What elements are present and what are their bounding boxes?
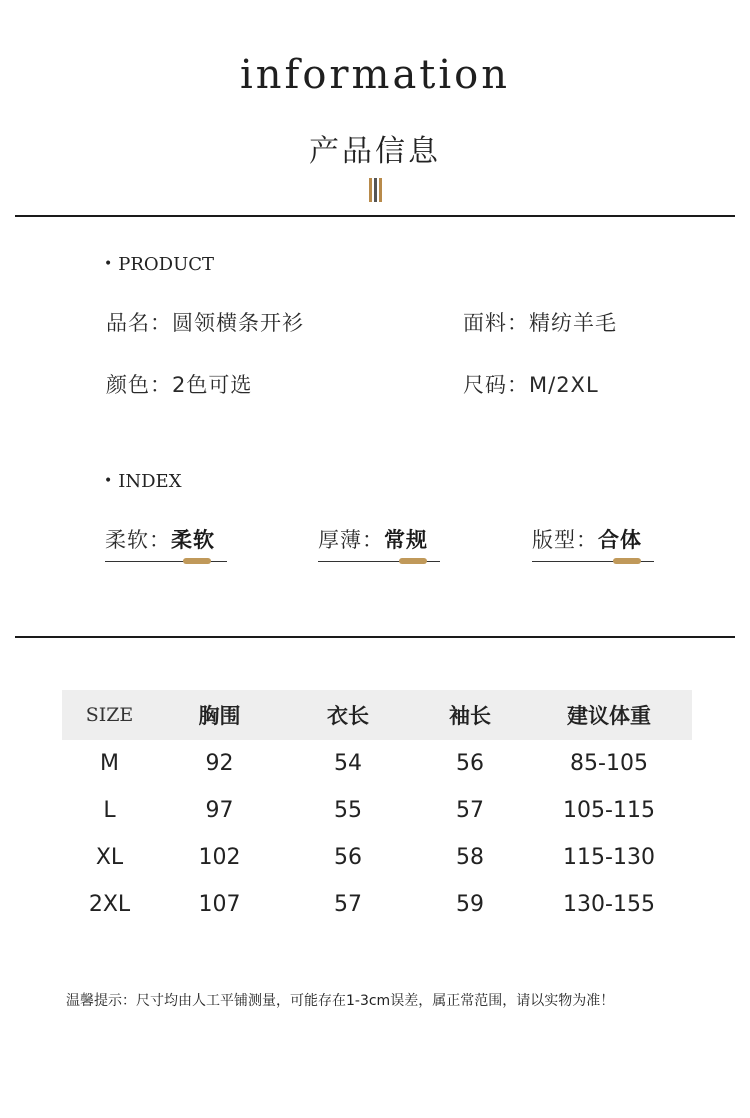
table-cell: 56 — [334, 845, 362, 870]
table-cell: 105-115 — [563, 798, 655, 823]
table-cell: 57 — [334, 892, 362, 917]
table-row — [62, 740, 692, 787]
table-cell: 115-130 — [563, 845, 655, 870]
header-weight: 建议体重 — [526, 690, 692, 740]
bar-right — [379, 178, 382, 202]
table-cell: 92 — [205, 751, 234, 776]
table-cell: 130-155 — [563, 892, 655, 917]
index-item-label: 柔软： — [105, 528, 171, 552]
index-item-fit — [532, 524, 654, 554]
index-item-label: 版型： — [532, 528, 598, 552]
title-chinese: 产品信息 — [309, 134, 441, 169]
table-cell: 59 — [456, 892, 484, 917]
bar-middle — [374, 178, 377, 202]
section-label-product — [104, 254, 214, 275]
table-cell: 97 — [205, 798, 234, 823]
header-length: 衣长 — [282, 690, 414, 740]
table-cell: M — [100, 751, 119, 776]
index-label-text: INDEX — [118, 471, 182, 492]
measurement-tip: 温馨提示：尺寸均由人工平铺测量，可能存在1-3cm误差，属正常范围，请以实物为准！ — [66, 993, 615, 1009]
table-cell: 57 — [456, 798, 484, 823]
index-item-value: 合体 — [598, 528, 642, 552]
index-item-text — [318, 524, 440, 554]
table-cell: 107 — [198, 892, 241, 917]
product-size: 尺码：M/2XL — [463, 373, 599, 397]
size-table-header — [62, 690, 692, 740]
index-item-thickness — [318, 524, 440, 554]
table-row — [62, 787, 692, 834]
index-scale-knob — [613, 558, 641, 564]
decorative-bars-icon — [367, 178, 383, 202]
table-cell: XL — [95, 845, 124, 870]
bar-left — [369, 178, 372, 202]
index-item-softness — [105, 524, 227, 554]
index-item-value: 常规 — [384, 528, 428, 552]
table-cell: 55 — [334, 798, 362, 823]
index-item-label: 厚薄： — [318, 528, 384, 552]
table-row — [62, 881, 692, 928]
index-item-value: 柔软 — [171, 528, 215, 552]
index-item-text — [532, 524, 654, 554]
table-row — [62, 834, 692, 881]
product-color: 颜色：2色可选 — [106, 373, 253, 397]
table-cell: 85-105 — [570, 751, 648, 776]
index-scale-knob — [183, 558, 211, 564]
size-table — [62, 690, 692, 928]
product-label-text: PRODUCT — [118, 254, 215, 275]
divider-top — [15, 215, 735, 217]
bullet-icon: • — [104, 473, 113, 489]
product-name: 品名：圆领横条开衫 — [106, 311, 304, 335]
product-fabric: 面料：精纺羊毛 — [463, 311, 617, 335]
title-english: information — [239, 52, 511, 98]
header-sleeve: 袖长 — [414, 690, 526, 740]
table-cell: 54 — [334, 751, 362, 776]
table-cell: 2XL — [88, 892, 131, 917]
divider-middle — [15, 636, 735, 638]
header-size: SIZE — [62, 690, 157, 740]
index-item-text — [105, 524, 227, 554]
section-label-index — [104, 471, 182, 492]
table-cell: 58 — [456, 845, 484, 870]
table-cell: 102 — [198, 845, 241, 870]
index-scale-knob — [399, 558, 427, 564]
table-cell: 56 — [456, 751, 484, 776]
header-chest: 胸围 — [157, 690, 282, 740]
table-cell: L — [103, 798, 116, 823]
bullet-icon: • — [104, 256, 113, 272]
